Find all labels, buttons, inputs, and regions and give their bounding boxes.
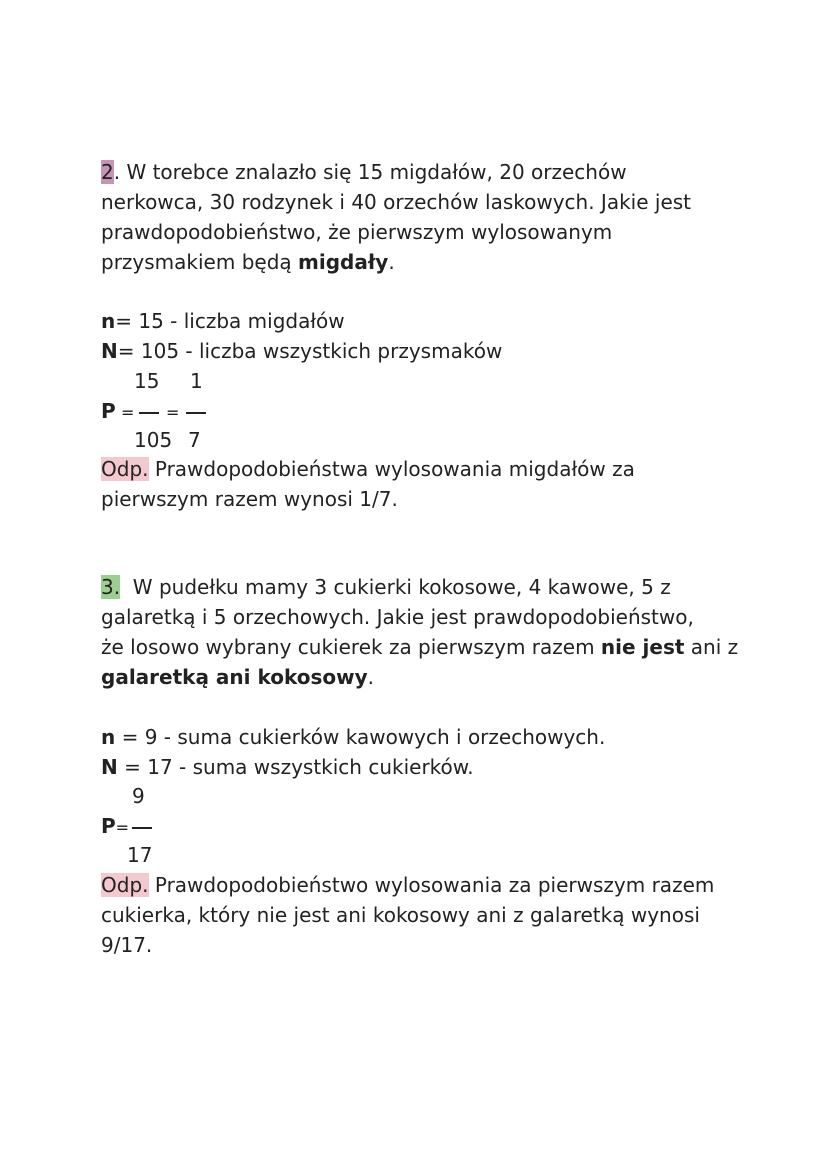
task2-line4-post: .	[388, 250, 395, 274]
task3-n-label: n	[101, 725, 116, 749]
task3-answer-line3: 9/17.	[101, 933, 153, 957]
task3-line4	[101, 662, 374, 692]
task2-line4	[101, 247, 395, 277]
task2-n-line	[101, 306, 345, 336]
task3-n-line	[101, 722, 605, 752]
task3-fraction-bar	[132, 811, 152, 841]
task3-line4-bold: galaretką ani kokosowy	[101, 665, 368, 689]
task2-N-label: N	[101, 339, 118, 363]
task3-line1	[101, 572, 671, 602]
task3-line1-text: W pudełku mamy 3 cukierki kokosowe, 4 kawowe, 5 z	[120, 575, 671, 599]
task2-odp-text1: Prawdopodobieństwa wylosowania migdałów za	[148, 457, 635, 481]
task3-line3-post: ani z	[684, 635, 739, 659]
task2-N-line	[101, 336, 502, 366]
task2-answer-line1	[101, 454, 635, 484]
task2-eq1-sign: =	[121, 403, 135, 422]
task3-eq-sign: =	[115, 818, 130, 837]
task3-line2: galaretką i 5 orzechowych. Jakie jest prawdopodobieństwo,	[101, 605, 694, 629]
task3-n-text: = 9 - suma cukierków kawowych i orzechowych.	[115, 725, 606, 749]
task2-eq2	[166, 396, 179, 428]
task3-odp-text1: Prawdopodobieństwo wylosowania za pierwszym razem	[148, 873, 715, 897]
task2-fraction-bar-2	[186, 396, 206, 426]
task2-odp-label: Odp.	[101, 457, 149, 481]
task2-number: 2	[101, 160, 114, 184]
task3-line4-post: .	[367, 665, 374, 689]
task2-p-label	[101, 396, 116, 426]
task3-answer-line1	[101, 870, 714, 900]
task3-odp-label: Odp.	[101, 873, 149, 897]
task2-line1-text: . W torebce znalazło się 15 migdałów, 20 orzechów	[113, 160, 627, 184]
task2-line2: nerkowca, 30 rodzynek i 40 orzechów laskowych. Jakie jest	[101, 190, 692, 214]
task2-n-text: = 15 - liczba migdałów	[115, 309, 345, 333]
task3-line3-bold: nie jest	[600, 635, 685, 659]
task2-line3: prawdopodobieństwo, że pierwszym wylosowanym	[101, 220, 613, 244]
task2-numerator-2: 1	[190, 369, 203, 393]
task2-answer-line2: pierwszym razem wynosi 1/7.	[101, 487, 398, 511]
task3-number: 3.	[101, 575, 121, 599]
task2-n-label: n	[101, 309, 116, 333]
task3-N-label: N	[101, 755, 118, 779]
task2-line4-bold: migdały	[298, 250, 389, 274]
task3-N-line	[101, 752, 474, 782]
task2-fraction-bar-1	[139, 396, 159, 426]
task2-numerator-1: 15	[134, 369, 160, 393]
task2-denominator-2: 7	[188, 428, 201, 452]
task3-numerator: 9	[132, 784, 145, 808]
task2-eq1	[121, 396, 134, 428]
task2-line4-pre: przysmakiem będą	[101, 250, 299, 274]
task3-answer-line2: cukierka, który nie jest ani kokosowy ani z galaretką wynosi	[101, 903, 700, 927]
task3-N-text: = 17 - suma wszystkich cukierków.	[117, 755, 474, 779]
task2-N-text: = 105 - liczba wszystkich przysmaków	[117, 339, 503, 363]
task2-line1	[101, 157, 627, 187]
task3-p: P	[101, 814, 116, 838]
task3-line3-pre: że losowo wybrany cukierek za pierwszym razem	[101, 635, 601, 659]
task3-line3	[101, 632, 738, 662]
task3-denominator: 17	[127, 843, 153, 867]
task2-eq2-sign: =	[166, 403, 180, 422]
task2-p: P	[101, 399, 116, 423]
task3-p-label	[101, 811, 129, 843]
task2-denominator-1: 105	[134, 428, 173, 452]
